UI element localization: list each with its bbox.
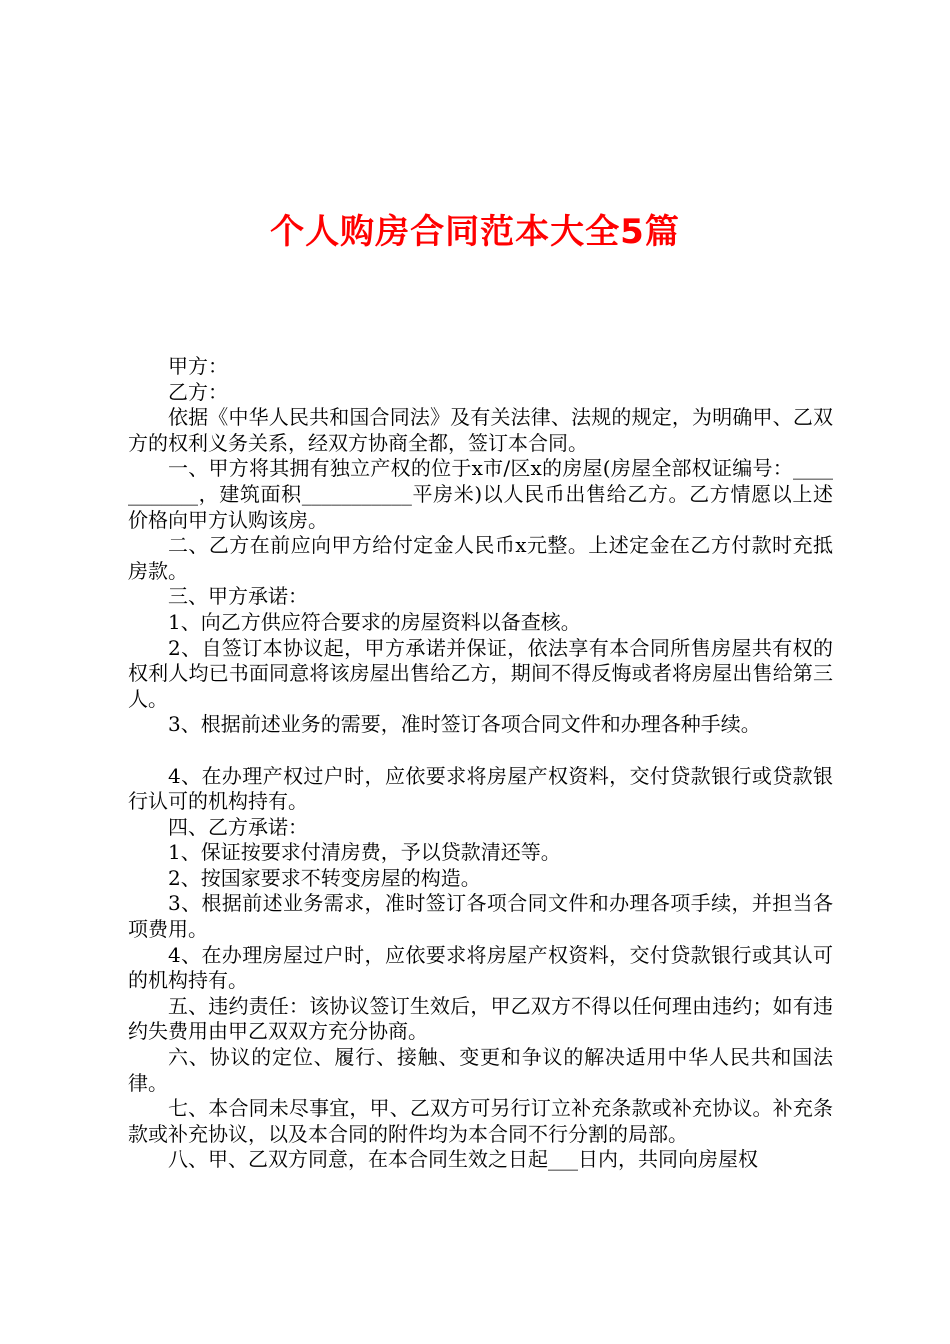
preamble-paragraph: 依据《中华人民共和国合同法》及有关法律、法规的规定，为明确甲、乙双方的权利义务关系，经双方协商全都，签订本合同。 [128,405,833,455]
document-body [128,354,833,1173]
clause-8-paragraph: 八、甲、乙双方同意，在本合同生效之日起___日内，共同向房屋权 [168,1147,758,1172]
clause-3-item-3: 3、根据前述业务的需要，准时签订各项合同文件和办理各种手续。 [168,712,761,737]
clause-2-paragraph: 二、乙方在前应向甲方给付定金人民币x元整。上述定金在乙方付款时充抵房款。 [128,533,833,583]
clause-5-paragraph: 五、违约责任：该协议签订生效后，甲乙双方不得以任何理由违约；如有违约失费用由甲乙双双方充分协商。 [128,993,833,1044]
clause-4-item-3: 3、根据前述业务需求，准时签订各项合同文件和办理各项手续，并担当各项费用。 [128,891,833,942]
clause-6-paragraph: 六、协议的定位、履行、接触、变更和争议的解决适用中华人民共和国法律。 [128,1045,833,1095]
clause-4-item-4: 4、在办理房屋过户时，应依要求将房屋产权资料，交付贷款银行或其认可的机构持有。 [128,942,833,993]
party-a-line: 甲方： [168,354,228,378]
clause-3-item-2: 2、自签订本协议起，甲方承诺并保证，依法享有本合同所售房屋共有权的权利人均已书面同意将该房屋出售给乙方，期间不得反悔或者将房屋出售给第三人。 [128,635,833,711]
document-title: 个人购房合同范本大全5篇 [270,212,680,252]
clause-3-heading: 三、甲方承诺： [168,584,308,609]
clause-4-item-1: 1、保证按要求付清房费，予以贷款清还等。 [168,840,561,865]
clause-1-paragraph: 一、甲方将其拥有独立产权的位于x市/区x的房屋(房屋全部权证编号：___________，建筑面积___________平房米)以人民币出售给乙方。乙方情愿以上述价格向甲方认购该房。 [128,456,833,532]
clause-4-heading: 四、乙方承诺： [168,814,308,839]
clause-4-item-2: 2、按国家要求不转变房屋的构造。 [168,865,481,890]
clause-3-item-1: 1、向乙方供应符合要求的房屋资料以备查核。 [168,609,581,634]
party-b-line: 乙方： [168,379,228,404]
clause-3-item-4: 4、在办理产权过户时，应依要求将房屋产权资料，交付贷款银行或贷款银行认可的机构持有。 [128,763,833,814]
clause-7-paragraph: 七、本合同未尽事宜，甲、乙双方可另行订立补充条款或补充协议。补充条款或补充协议，以及本合同的附件均为本合同不行分割的局部。 [128,1096,833,1146]
